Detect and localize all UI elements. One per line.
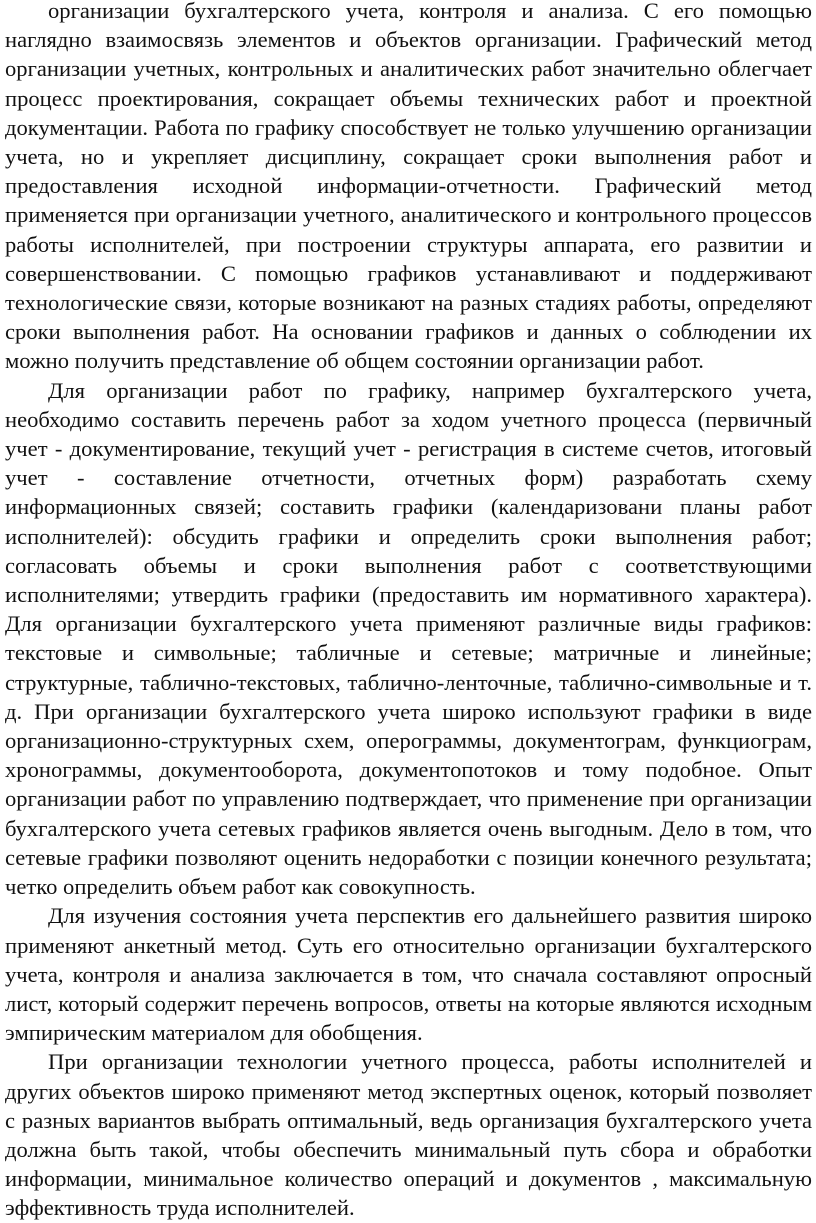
paragraph-expert-assessment-method: При организации технологии учетного процесса, работы исполнителей и других объектов широко применяют метод экспертных оценок, который позволяет с разных вариантов выбрать оптимальный, ведь организация бухгалтерского учета должна быть такой, чтобы обеспечить минимальный путь сбора и обработки информации, минимальное количество операций и документов , максимальную эффективность труда исполнителей. [5, 1049, 812, 1221]
paragraph-continuation: организации бухгалтерского учета, контроля и анализа. С его помощью наглядно взаимосвязь элементов и объектов организации. Графический метод организации учетных, контрольных и аналитических работ значительно облегчает процесс проектирования, сокращает объемы технических работ и проектной документации. Работа по графику способствует не только улучшению организации учета, но и укрепляет дисциплину, сокращает сроки выполнения работ и предоставления исходной информации-отчетности. Графический метод применяется при организации учетного, аналитического и контрольного процессов работы исполнителей, при построении структуры аппарата, его развитии и совершенствовании. С помощью графиков устанавливают и поддерживают технологические связи, которые возникают на разных стадиях работы, определяют сроки выполнения работ. На основании графиков и данных о соблюдении их можно получить представление об общем состоянии организации работ. [5, 0, 812, 374]
paragraph-graph-work-organization: Для организации работ по графику, например бухгалтерского учета, необходимо составить перечень работ за ходом учетного процесса (первичный учет - документирование, текущий учет - регистрация в системе счетов, итоговый учет - составление отчетности, отчетных форм) разработать схему информационных связей; составить графики (календаризовани планы работ исполнителей): обсудить графики и определить сроки выполнения работ; согласовать объемы и сроки выполнения работ с соответствующими исполнителями; утвердить графики (предоставить им нормативного характера). Для организации бухгалтерского учета применяют различные виды графиков: текстовые и символьные; табличные и сетевые; матричные и линейные; структурные, таблично-текстовых, таблично-ленточные, таблично-символьные и т. д. При организации бухгалтерского учета широко используют графики в виде организационно-структурных схем, оперограммы, документограм, функциограм, хронограммы, документооборота, документопотоков и тому подобное. Опыт организации работ по управлению подтверждает, что применение при организации бухгалтерского учета сетевых графиков является очень выгодным. Дело в том, что сетевые графики позволяют оценить недоработки с позиции конечного результата; четко определить объем работ как совокупность. [5, 377, 812, 900]
paragraph-questionnaire-method: Для изучения состояния учета перспектив его дальнейшего развития широко применяют анкетный метод. Суть его относительно организации бухгалтерского учета, контроля и анализа заключается в том, что сначала составляют опросный лист, который содержит перечень вопросов, ответы на которые являются исходным эмпирическим материалом для обобщения. [5, 903, 812, 1046]
